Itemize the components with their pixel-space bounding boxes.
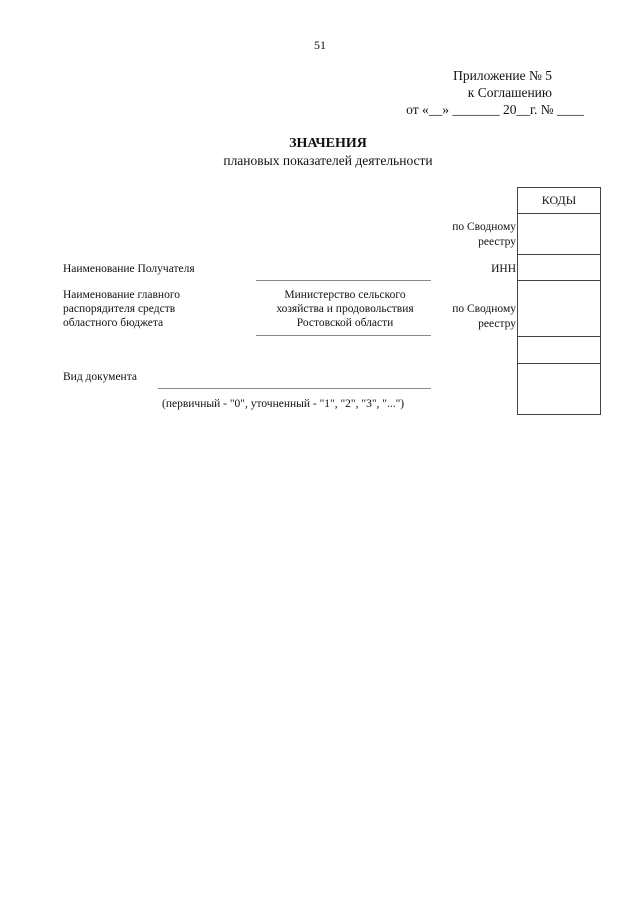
registry-label-2a: по Сводному xyxy=(452,303,516,315)
document-subtitle: плановых показателей деятельности xyxy=(223,153,433,168)
recipient-label: Наименование Получателя xyxy=(63,263,195,275)
registry-label-1a: по Сводному xyxy=(452,221,516,233)
codes-table xyxy=(517,187,601,415)
document-title: ЗНАЧЕНИЯ xyxy=(289,136,367,151)
doc-type-hint: (первичный - "0", уточненный - "1", "2", "3", "...") xyxy=(162,398,405,410)
main-manager-label-b: распорядителя средств xyxy=(63,303,176,315)
registry-label-2b: реестру xyxy=(478,318,516,330)
codes-cell-blank xyxy=(518,337,600,364)
appendix-line-3: от «__» _______ 20__г. № ____ xyxy=(406,102,584,117)
main-manager-value-line xyxy=(256,335,431,336)
codes-cell-doc-type xyxy=(518,364,600,416)
codes-cell-inn xyxy=(518,255,600,281)
main-manager-label-c: областного бюджета xyxy=(63,317,164,329)
appendix-line-2: к Соглашению xyxy=(467,85,552,100)
codes-cell-registry-2 xyxy=(518,281,600,337)
recipient-value-line xyxy=(256,280,431,281)
registry-label-1b: реестру xyxy=(478,236,516,248)
main-manager-value-c: Ростовской области xyxy=(296,317,394,329)
codes-header: КОДЫ xyxy=(518,188,600,214)
appendix-line-1: Приложение № 5 xyxy=(453,68,552,83)
codes-cell-registry-1 xyxy=(518,214,600,255)
page-number: 51 xyxy=(314,38,326,52)
main-manager-value-b: хозяйства и продовольствия xyxy=(276,303,414,315)
doc-type-label: Вид документа xyxy=(63,371,137,383)
main-manager-label-a: Наименование главного xyxy=(63,289,181,301)
main-manager-value-a: Министерство сельского xyxy=(284,289,406,301)
doc-type-value-line xyxy=(158,388,431,389)
inn-label: ИНН xyxy=(491,263,516,275)
